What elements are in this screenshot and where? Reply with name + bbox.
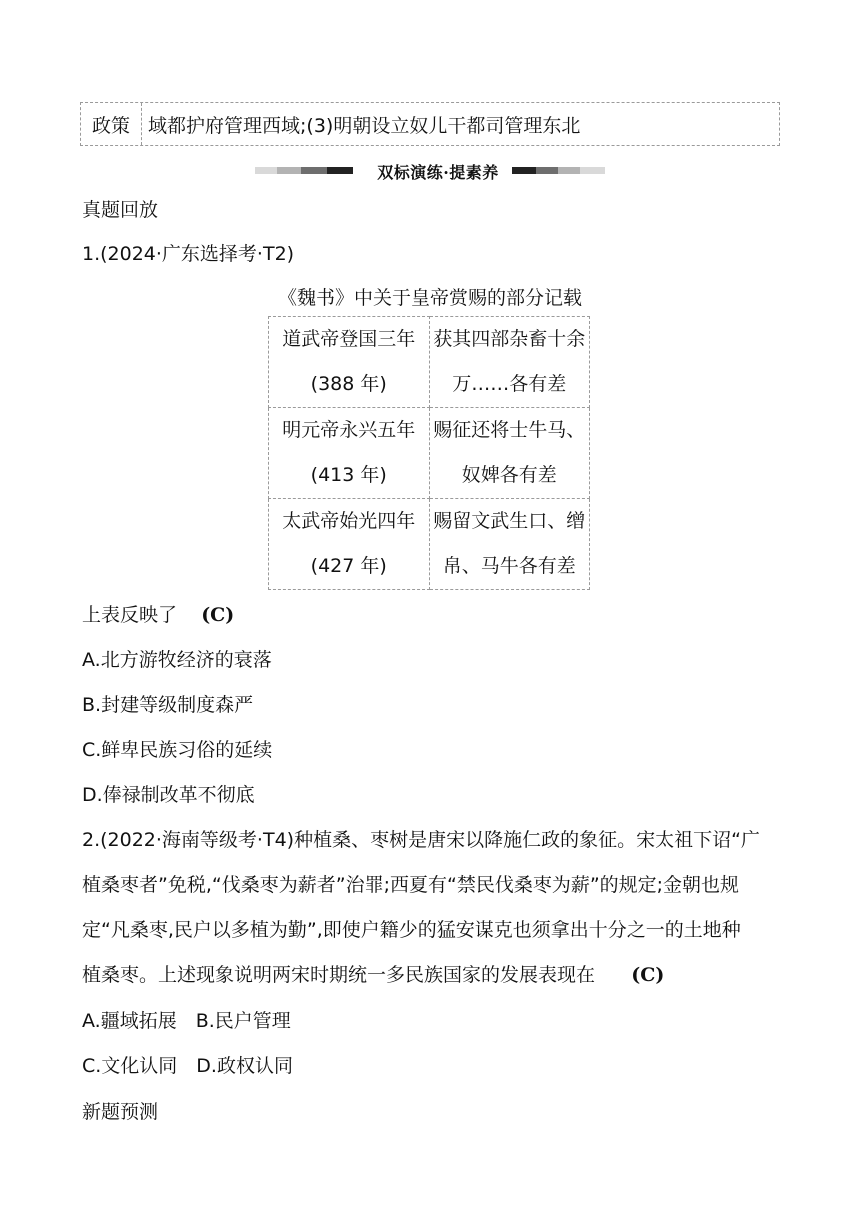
q2-options-cd: C.文化认同 D.政权认同 [82, 1055, 293, 1077]
section-banner [255, 160, 605, 182]
banner-bar-right [536, 167, 558, 174]
cell-text: 奴婢各有差 [461, 464, 557, 486]
table-caption: 《魏书》中关于皇帝赏赐的部分记载 [277, 287, 582, 309]
q2-line-last [82, 953, 782, 998]
q1-stem [82, 600, 234, 627]
q2-line: 植桑枣。上述现象说明两宋时期统一多民族国家的发展表现在 [82, 964, 596, 986]
table-cell-time [269, 499, 430, 590]
cell-text: (413 年) [310, 464, 387, 486]
banner-title: 双标演练·提素养 [377, 163, 499, 182]
cell-text: 明元帝永兴五年 [282, 419, 416, 441]
cell-text: 赐留文武生口、缯 [433, 510, 586, 532]
table-row [269, 499, 590, 590]
q1-option-c: C.鲜卑民族习俗的延续 [82, 739, 273, 761]
q2-stem [82, 818, 782, 998]
q1-option-a: A.北方游牧经济的衰落 [82, 649, 272, 671]
table-cell-time [269, 317, 430, 408]
policy-table [80, 102, 780, 146]
table-cell-time [269, 408, 430, 499]
cell-text: (427 年) [310, 555, 387, 577]
cell-text: 万……各有差 [452, 373, 567, 395]
q2-line: 2.(2022·海南等级考·T4)种植桑、枣树是唐宋以降施仁政的象征。宋太祖下诏“广 [82, 829, 760, 851]
table-row [269, 408, 590, 499]
q2-line: 定“凡桑枣,民户以多植为勤”,即使户籍少的猛安谋克也须拿出十分之一的土地种 [82, 919, 741, 941]
policy-label: 政策 [81, 103, 142, 145]
banner-bar-left [255, 167, 277, 174]
cell-text: 道武帝登国三年 [282, 328, 416, 350]
banner-bar-right [558, 167, 580, 174]
cell-text: 获其四部杂畜十余 [433, 328, 586, 350]
q1-option-b: B.封建等级制度森严 [82, 694, 254, 716]
table-cell-content [429, 499, 590, 590]
table-row [269, 317, 590, 408]
cell-text: (388 年) [310, 373, 387, 395]
section-heading-past-exams: 真题回放 [82, 199, 159, 221]
policy-text: 域都护府管理西域;(3)明朝设立奴儿干都司管理东北 [148, 114, 581, 137]
cell-text: 赐征还将士牛马、 [433, 419, 586, 441]
cell-text: 太武帝始光四年 [282, 510, 416, 532]
banner-bar-left [327, 167, 353, 174]
q1-source: 1.(2024·广东选择考·T2) [82, 243, 295, 265]
q1-option-d: D.俸禄制改革不彻底 [82, 784, 255, 806]
banner-bar-left [277, 167, 301, 174]
table-cell-content [429, 317, 590, 408]
q1-answer: (C) [201, 604, 235, 626]
q2-options-ab: A.疆域拓展 B.民户管理 [82, 1010, 291, 1032]
q2-line: 植桑枣者”免税,“伐桑枣为薪者”治罪;西夏有“禁民伐桑枣为薪”的规定;金朝也规 [82, 874, 740, 896]
q2-answer: (C) [631, 964, 665, 986]
section-heading-new-questions: 新题预测 [82, 1101, 159, 1123]
cell-text: 帛、马牛各有差 [442, 555, 576, 577]
banner-bar-right [580, 167, 605, 174]
banner-bar-left [301, 167, 327, 174]
table-cell-content [429, 408, 590, 499]
records-table [268, 316, 590, 590]
banner-bar-right [512, 167, 536, 174]
q1-stem-text: 上表反映了 [82, 604, 178, 626]
